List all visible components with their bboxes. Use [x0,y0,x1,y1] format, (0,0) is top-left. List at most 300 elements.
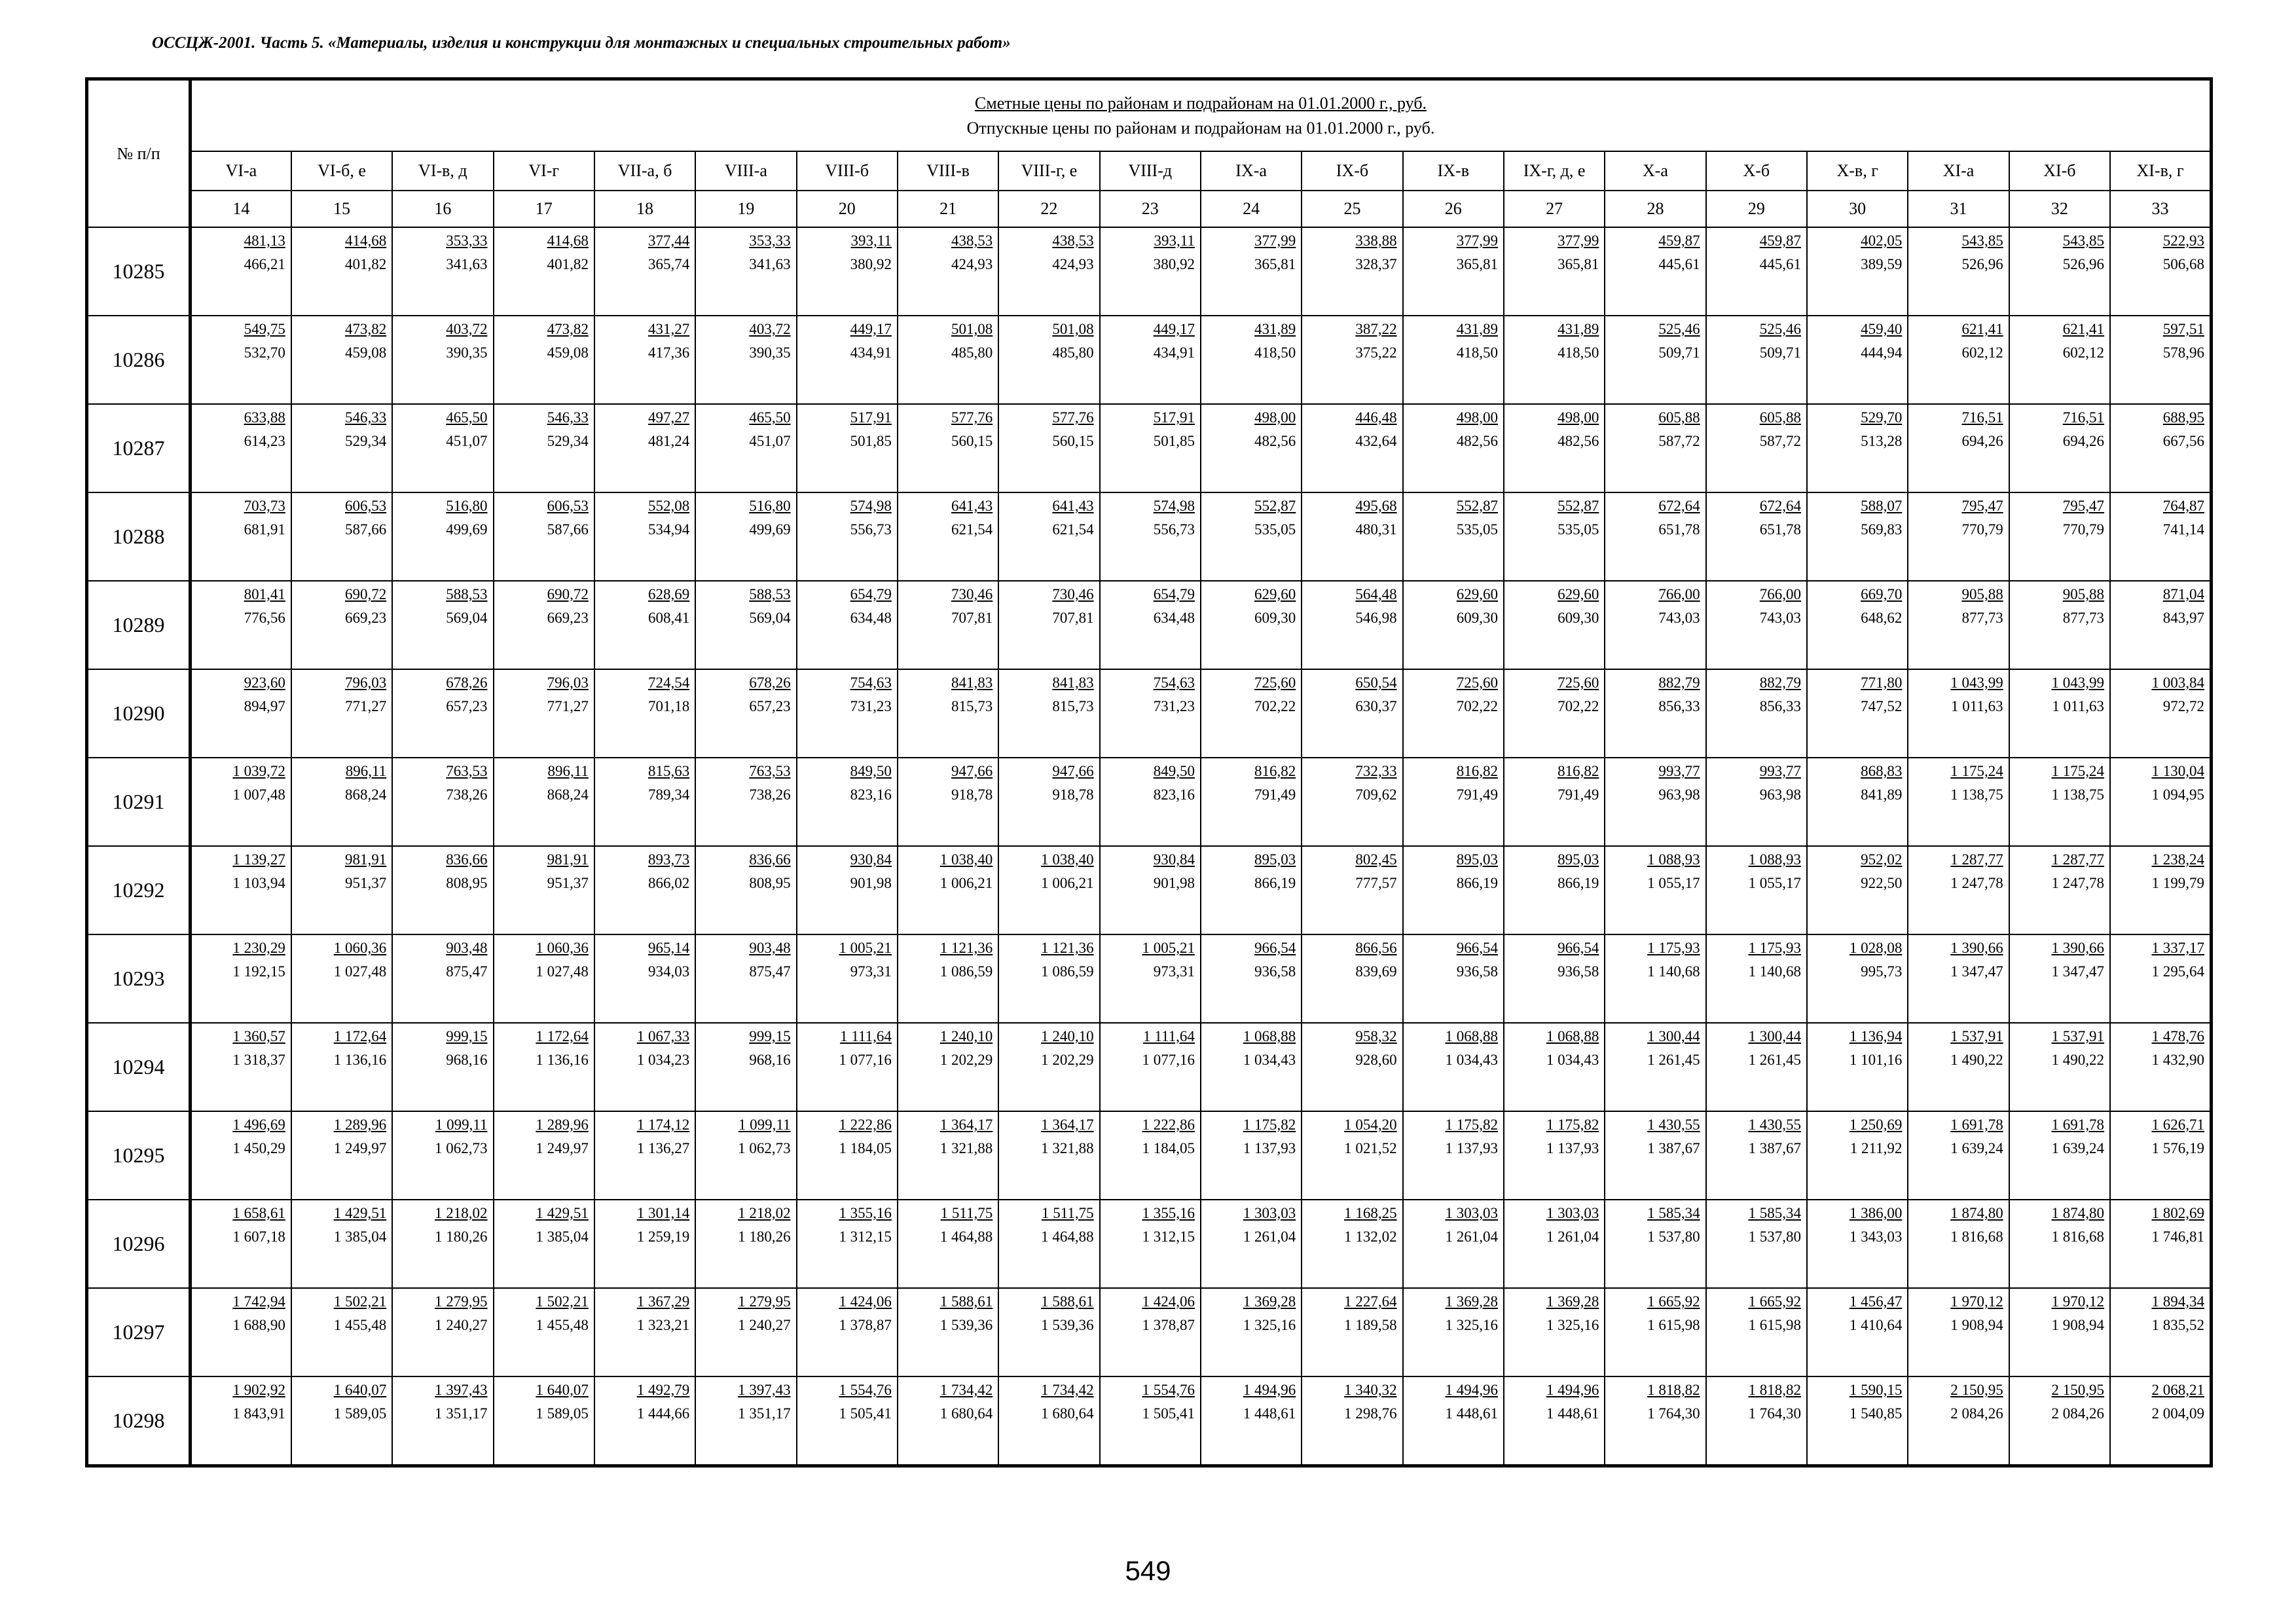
release-price: 747,52 [1861,698,1903,714]
estimated-price: 893,73 [647,851,690,868]
release-price: 459,08 [547,344,589,361]
price-cell [1605,846,1705,934]
release-price: 868,24 [547,786,589,803]
estimated-price: 725,60 [1558,674,1599,691]
price-cell [1605,492,1705,581]
estimated-price: 495,68 [1355,498,1397,514]
estimated-price: 546,33 [547,409,589,426]
estimated-price: 449,17 [1153,321,1195,337]
release-price: 380,92 [850,256,892,272]
price-cell [392,1111,493,1200]
release-price: 365,81 [1456,256,1498,272]
release-price: 365,81 [1558,256,1599,272]
price-cell [191,846,291,934]
estimated-price: 431,89 [1558,321,1599,337]
release-price: 1 202,29 [1041,1052,1094,1068]
estimated-price: 1 626,71 [2151,1116,2204,1133]
estimated-price: 1 585,34 [1748,1205,1801,1221]
release-price: 875,47 [446,963,488,980]
estimated-price: 377,99 [1456,232,1498,249]
price-cell [797,1376,898,1466]
price-cell [1403,581,1504,669]
release-price: 560,15 [951,433,993,449]
column-number: 19 [695,191,796,227]
release-price: 1 450,29 [232,1140,285,1156]
estimated-price: 903,48 [749,940,791,956]
column-number: 28 [1605,191,1705,227]
table-row [87,1288,2212,1376]
price-cell [191,492,291,581]
price-cell [1908,669,2009,758]
price-cell [494,581,594,669]
price-cell [291,1111,392,1200]
estimated-price: 621,41 [1961,321,2003,337]
release-price: 651,78 [1759,521,1801,538]
estimated-price: 1 397,43 [738,1382,791,1398]
estimated-price: 605,88 [1759,409,1801,426]
release-price: 777,57 [1355,875,1397,891]
estimated-price: 1 492,79 [636,1382,690,1398]
price-cell [695,227,796,316]
estimated-price: 1 088,93 [1748,851,1801,868]
price-cell [1807,1111,1908,1200]
price-cell [898,846,998,934]
col-header-np: № п/п [87,79,191,228]
price-cell [191,1376,291,1466]
price-cell [2009,227,2110,316]
column-number: 31 [1908,191,2009,227]
price-cell [191,669,291,758]
release-price: 743,03 [1658,610,1700,626]
column-number: 23 [1100,191,1201,227]
estimated-price: 672,64 [1658,498,1700,514]
price-cell [1302,846,1402,934]
item-code: 10294 [87,1023,191,1111]
estimated-price: 690,72 [547,586,589,602]
price-cell [191,581,291,669]
price-cell [291,492,392,581]
estimated-price: 1 043,99 [1950,674,2003,691]
price-cell [1201,404,1302,492]
price-cell [1100,492,1201,581]
release-price: 1 908,94 [2051,1317,2105,1333]
column-number: 30 [1807,191,1908,227]
price-cell [1706,581,1807,669]
estimated-price: 393,11 [1154,232,1195,249]
release-price: 634,48 [850,610,892,626]
estimated-price: 930,84 [850,851,892,868]
estimated-price: 1 111,64 [840,1028,892,1044]
estimated-price: 1 742,94 [232,1293,285,1310]
price-cell [898,1376,998,1466]
estimated-price: 641,43 [951,498,993,514]
estimated-price: 766,00 [1658,586,1700,602]
price-cell [191,1023,291,1111]
estimated-price: 1 130,04 [2151,763,2204,779]
release-price: 569,04 [749,610,791,626]
release-price: 894,97 [244,698,285,714]
release-price: 434,91 [850,344,892,361]
release-price: 1 490,22 [2051,1052,2105,1068]
release-price: 657,23 [749,698,791,714]
release-price: 1 240,27 [738,1317,791,1333]
release-price: 791,49 [1558,786,1599,803]
price-cell [797,404,898,492]
region-header: VI-б, е [291,151,392,191]
price-cell [594,846,695,934]
estimated-price: 1 175,93 [1748,940,1801,956]
estimated-price: 498,00 [1558,409,1599,426]
release-price: 509,71 [1658,344,1700,361]
release-price: 1 764,30 [1748,1405,1801,1422]
column-number: 25 [1302,191,1402,227]
release-price: 390,35 [749,344,791,361]
price-cell [494,669,594,758]
estimated-price: 414,68 [547,232,589,249]
estimated-price: 1 511,75 [940,1205,993,1221]
release-price: 1 455,48 [333,1317,387,1333]
price-cell [1908,758,2009,846]
estimated-price: 849,50 [1153,763,1195,779]
release-price: 499,69 [749,521,791,538]
release-price: 1 325,16 [1546,1317,1599,1333]
release-price: 417,36 [647,344,690,361]
release-price: 1 505,41 [1142,1405,1195,1422]
header-row-title [87,79,2212,152]
release-price: 1 410,64 [1849,1317,1903,1333]
estimated-price: 1 067,33 [636,1028,690,1044]
release-price: 608,41 [647,610,690,626]
release-price: 1 249,97 [333,1140,387,1156]
release-price: 1 007,48 [232,786,285,803]
estimated-price: 1 537,91 [2051,1028,2105,1044]
release-price: 1 607,18 [232,1228,285,1245]
estimated-price: 1 060,36 [536,940,589,956]
table-row [87,1023,2212,1111]
release-price: 936,58 [1254,963,1296,980]
estimated-price: 1 386,00 [1849,1205,1903,1221]
release-price: 1 816,68 [1950,1228,2003,1245]
release-price: 1 589,05 [333,1405,387,1422]
price-cell [1504,934,1605,1023]
estimated-price: 952,02 [1861,851,1903,868]
estimated-price: 497,27 [647,409,690,426]
estimated-price: 1 456,47 [1849,1293,1903,1310]
estimated-price: 546,33 [344,409,387,426]
estimated-price: 628,69 [647,586,690,602]
estimated-price: 981,91 [547,851,589,868]
release-price: 1 816,68 [2051,1228,2105,1245]
release-price: 815,73 [951,698,993,714]
estimated-price: 1 175,24 [2051,763,2105,779]
price-cell [1504,758,1605,846]
estimated-price: 1 658,61 [232,1205,285,1221]
release-price: 823,16 [1153,786,1195,803]
estimated-price: 903,48 [446,940,488,956]
price-cell [695,316,796,404]
price-cell [1605,669,1705,758]
release-price: 1 140,68 [1647,963,1700,980]
estimated-price: 669,70 [1861,586,1903,602]
release-price: 1 055,17 [1748,875,1801,891]
estimated-price: 459,87 [1759,232,1801,249]
price-cell [1504,1023,1605,1111]
price-cell [594,934,695,1023]
release-price: 1 021,52 [1344,1140,1397,1156]
region-header: IX-а [1201,151,1302,191]
estimated-price: 1 222,86 [839,1116,892,1133]
price-cell [191,1111,291,1200]
release-price: 1 240,27 [435,1317,488,1333]
price-cell [1807,1023,1908,1111]
estimated-price: 1 300,44 [1748,1028,1801,1044]
estimated-price: 1 060,36 [333,940,387,956]
release-price: 609,30 [1456,610,1498,626]
release-price: 535,05 [1254,521,1296,538]
estimated-price: 387,22 [1355,321,1397,337]
release-price: 901,98 [1153,875,1195,891]
price-cell [1908,1288,2009,1376]
price-cell [291,1200,392,1288]
estimated-price: 866,56 [1355,940,1397,956]
estimated-price: 1 121,36 [1041,940,1094,956]
region-header: X-б [1706,151,1807,191]
release-price: 534,94 [647,521,690,538]
release-price: 1 843,91 [232,1405,285,1422]
price-cell [695,1111,796,1200]
release-price: 1 138,75 [2051,786,2105,803]
estimated-price: 895,03 [1254,851,1296,868]
release-price: 1 247,78 [1950,875,2003,891]
release-price: 390,35 [446,344,488,361]
release-price: 1 261,04 [1546,1228,1599,1245]
estimated-price: 1 494,96 [1546,1382,1599,1398]
estimated-price: 1 818,82 [1748,1382,1801,1398]
price-cell [392,1023,493,1111]
table-row [87,581,2212,669]
release-price: 1 138,75 [1950,786,2003,803]
release-price: 532,70 [244,344,285,361]
price-cell [1302,227,1402,316]
price-cell [898,1288,998,1376]
estimated-price: 438,53 [951,232,993,249]
release-price: 815,73 [1052,698,1094,714]
price-cell [2110,669,2211,758]
price-cell [2009,934,2110,1023]
release-price: 480,31 [1355,521,1397,538]
release-price: 651,78 [1658,521,1700,538]
estimated-price: 1 240,10 [939,1028,993,1044]
release-price: 526,96 [1961,256,2003,272]
price-cell [494,404,594,492]
estimated-price: 923,60 [244,674,285,691]
release-price: 1 325,16 [1243,1317,1296,1333]
release-price: 1 011,63 [1951,698,2003,714]
title-release-prices: Отпускные цены по районам и подрайонам на 01.01.2000 г., руб. [966,118,1435,138]
price-cell [1807,1376,1908,1466]
estimated-price: 498,00 [1456,409,1498,426]
item-code: 10289 [87,581,191,669]
release-price: 1 180,26 [738,1228,791,1245]
region-header: XI-а [1908,151,2009,191]
estimated-price: 1 218,02 [738,1205,791,1221]
estimated-price: 795,47 [2062,498,2105,514]
estimated-price: 549,75 [244,321,285,337]
release-price: 587,66 [344,521,387,538]
estimated-price: 1 301,14 [636,1205,690,1221]
price-cell [1504,1200,1605,1288]
release-price: 1 247,78 [2051,875,2105,891]
table-row [87,758,2212,846]
estimated-price: 882,79 [1759,674,1801,691]
price-cell [1908,1376,2009,1466]
estimated-price: 1 590,15 [1849,1382,1903,1398]
release-price: 501,85 [850,433,892,449]
release-price: 526,96 [2062,256,2105,272]
release-price: 1 077,16 [1142,1052,1195,1068]
item-code: 10285 [87,227,191,316]
release-price: 1 137,93 [1546,1140,1599,1156]
estimated-price: 353,33 [446,232,488,249]
release-price: 1 318,37 [232,1052,285,1068]
estimated-price: 1 088,93 [1647,851,1700,868]
price-cell [2009,581,2110,669]
price-cell [1100,846,1201,934]
estimated-price: 1 300,44 [1647,1028,1700,1044]
estimated-price: 1 818,82 [1647,1382,1700,1398]
release-price: 587,72 [1658,433,1700,449]
release-price: 432,64 [1355,433,1397,449]
estimated-price: 501,08 [951,321,993,337]
release-price: 856,33 [1658,698,1700,714]
release-price: 1 444,66 [636,1405,690,1422]
estimated-price: 1 511,75 [1041,1205,1094,1221]
price-cell [494,227,594,316]
estimated-price: 1 289,96 [536,1116,589,1133]
price-cell [1403,227,1504,316]
release-price: 922,50 [1861,875,1903,891]
estimated-price: 1 175,82 [1243,1116,1296,1133]
estimated-price: 353,33 [749,232,791,249]
estimated-price: 1 139,27 [232,851,285,868]
release-price: 634,48 [1153,610,1195,626]
estimated-price: 1 043,99 [2051,674,2105,691]
price-cell [2110,227,2211,316]
release-price: 1 448,61 [1445,1405,1498,1422]
price-cell [594,1200,695,1288]
price-cell [191,1288,291,1376]
estimated-price: 1 340,32 [1344,1382,1397,1398]
estimated-price: 552,87 [1558,498,1599,514]
release-price: 418,50 [1558,344,1599,361]
release-price: 1 351,17 [435,1405,488,1422]
estimated-price: 1 175,24 [1950,763,2003,779]
release-price: 2 004,09 [2151,1405,2204,1422]
release-price: 1 249,97 [536,1140,589,1156]
estimated-price: 577,76 [1052,409,1094,426]
estimated-price: 724,54 [647,674,690,691]
price-cell [898,581,998,669]
price-cell [1504,404,1605,492]
estimated-price: 1 494,96 [1445,1382,1498,1398]
price-cell [2009,1200,2110,1288]
release-price: 771,27 [344,698,387,714]
release-price: 1 505,41 [839,1405,892,1422]
price-cell [1605,1111,1705,1200]
price-cell [1100,669,1201,758]
price-cell [998,1111,1099,1200]
release-price: 535,05 [1558,521,1599,538]
estimated-price: 981,91 [344,851,387,868]
release-price: 1 261,45 [1748,1052,1801,1068]
estimated-price: 597,51 [2162,321,2204,337]
price-cell [1403,669,1504,758]
price-cell [494,1288,594,1376]
release-price: 866,19 [1456,875,1498,891]
release-price: 1 261,04 [1243,1228,1296,1245]
release-price: 1 448,61 [1243,1405,1296,1422]
release-price: 1 343,03 [1849,1228,1903,1245]
estimated-price: 905,88 [1961,586,2003,602]
price-cell [1908,404,2009,492]
price-cell [1201,1023,1302,1111]
estimated-price: 1 303,03 [1546,1205,1599,1221]
release-price: 418,50 [1254,344,1296,361]
release-price: 1 908,94 [1950,1317,2003,1333]
price-cell [291,1376,392,1466]
release-price: 569,04 [446,610,488,626]
price-cell [1908,316,2009,404]
price-cell [1706,1288,1807,1376]
estimated-price: 999,15 [749,1028,791,1044]
release-price: 1 006,21 [939,875,993,891]
price-cell [191,1200,291,1288]
estimated-price: 993,77 [1658,763,1700,779]
price-cell [2110,316,2211,404]
release-price: 1 062,73 [435,1140,488,1156]
price-cell [1403,1200,1504,1288]
release-price: 609,30 [1254,610,1296,626]
release-price: 485,80 [1052,344,1094,361]
price-cell [2110,1023,2211,1111]
release-price: 560,15 [1052,433,1094,449]
price-cell [695,1288,796,1376]
price-cell [1807,492,1908,581]
price-cell [695,669,796,758]
price-cell [494,1376,594,1466]
price-cell [594,1023,695,1111]
price-cell [797,1200,898,1288]
estimated-price: 338,88 [1355,232,1397,249]
estimated-price: 816,82 [1558,763,1599,779]
estimated-price: 754,63 [1153,674,1195,691]
price-cell [2009,1111,2110,1200]
release-price: 1 639,24 [2051,1140,2105,1156]
estimated-price: 465,50 [749,409,791,426]
release-price: 365,74 [647,256,690,272]
estimated-price: 841,83 [951,674,993,691]
estimated-price: 1 218,02 [435,1205,488,1221]
estimated-price: 1 355,16 [839,1205,892,1221]
release-price: 444,94 [1861,344,1903,361]
release-price: 1 034,23 [636,1052,690,1068]
region-header: VIII-а [695,151,796,191]
estimated-price: 1 289,96 [333,1116,387,1133]
estimated-price: 1 172,64 [536,1028,589,1044]
price-cell [1706,227,1807,316]
price-cell [1403,758,1504,846]
price-cell [1504,492,1605,581]
